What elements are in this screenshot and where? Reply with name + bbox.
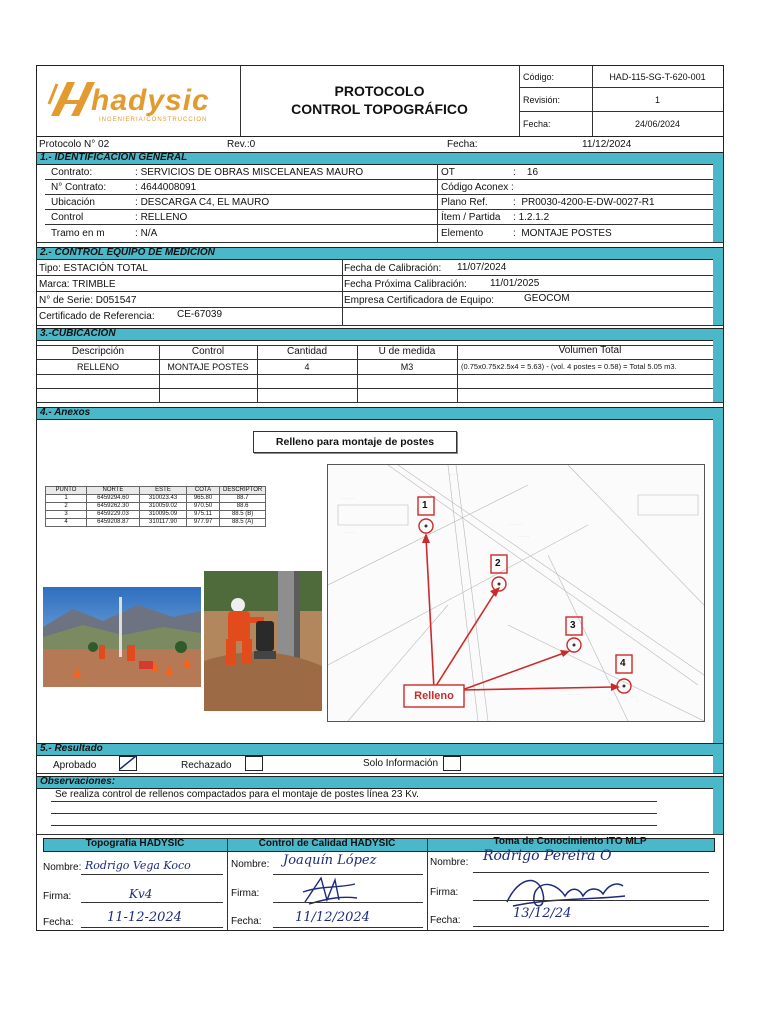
fprox-label: Fecha Próxima Calibración: [344,279,467,290]
sig2-date: 11/12/2024 [295,910,370,925]
contrato-label: Contrato: [51,167,93,178]
serie-equipo: N° de Serie: D051547 [39,295,137,306]
contrato-value: : SERVICIOS DE OBRAS MISCELANEAS MAURO [135,167,364,178]
section-3-header: 3.-CUBICACION [37,328,723,341]
svg-text:. . . . . . . .: . . . . . . . . [508,522,523,526]
section-5-header: 5.- Resultado [37,743,723,756]
solo-checkbox[interactable] [443,756,461,771]
item-label: Ítem / Partida [441,212,501,223]
fcal-label: Fecha de Calibración: [344,263,442,274]
worker-image [204,571,322,711]
coordinates-table [45,486,266,527]
ot-value: : 16 [513,167,539,178]
cub-header-volumen: Volumen Total [558,345,622,356]
revision-value: 1 [654,95,660,105]
section-1-header: 1.- IDENTIFICACION GENERAL [37,152,723,165]
svg-text:. . . . . . . .: . . . . . . . . [568,692,583,696]
sig1-firma-label: Firma: [43,891,72,902]
svg-text:. . . . . .: . . . . . . [344,530,355,534]
table-row: 1 6459294.60 310023.43 965.80 88.7 [46,495,266,503]
ubicacion-label: Ubicación [51,197,95,208]
plan-marker-2: 2 [495,558,501,569]
observations-text: Se realiza control de rellenos compactados para el montaje de postes línea 23 Kv. [55,789,419,800]
codigo-value: HAD-115-SG-T-620-001 [609,72,706,82]
cert-value: CE-67039 [177,309,223,320]
elemento-label: Elemento [441,228,484,239]
ubicacion-value: : DESCARGA C4, EL MAURO [135,197,270,208]
revision-label: Revisión: [523,95,561,105]
sig3-name: Rodrigo Pereira O [483,848,612,864]
ot-label: OT [441,167,455,178]
logo-text: hadysic [91,84,210,117]
tipo-equipo: Tipo: ESTACIÓN TOTAL [39,263,148,274]
cub-header-descripcion: Descripción [71,346,125,357]
aprobado-label: Aprobado [53,760,97,771]
ncontrato-label: N° Contrato: [51,182,107,193]
sig1-nombre-label: Nombre: [43,862,82,873]
sig2-fecha-label: Fecha: [231,916,262,927]
item-value: : 1.2.1.2 [513,212,550,223]
section-4-header: 4.- Anexos [37,407,723,420]
plan-marker-1: 1 [422,500,428,511]
relleno-callout: Relleno [414,690,454,702]
cub-cell-volumen: (0.75x0.75x2.5x4 = 5.63) - (vol. 4 postes = 0.58) = Total 5.05 m3. [461,362,677,371]
sig1-fecha-label: Fecha: [43,917,74,928]
aconex-label: Código Aconex : [441,182,514,193]
header [37,66,723,136]
control-value: : RELLENO [135,212,188,223]
company-logo [45,74,235,126]
annex-caption-box: Relleno para montaje de postes [253,431,457,453]
sig1-name: Rodrigo Vega Koco [85,859,191,872]
cub-cell-descripcion: RELLENO [76,362,120,372]
table-row: 4 6459208.87 310117.90 977.97 88.5 (A) [46,519,266,527]
sig3-fecha-label: Fecha: [430,915,461,926]
sig1-signature: Kv4 [129,887,153,901]
table-row: 3 6459229.03 310095.09 975.11 88.5 (B) [46,511,266,519]
protocol-fecha-label: Fecha: [447,139,478,150]
section-2-header: 2.- CONTROL EQUIPO DE MEDICION [37,247,723,260]
plan-marker-4: 4 [620,658,626,669]
solo-label: Solo Información [363,758,439,769]
sig2-nombre-label: Nombre: [231,859,270,870]
sig3-firma-label: Firma: [430,887,459,898]
site-photo-2 [204,571,322,711]
rechazado-checkbox[interactable] [245,756,263,771]
sig2-firma-label: Firma: [231,888,260,899]
plano-label: Plano Ref. [441,197,488,208]
plan-drawing [327,464,705,722]
protocol-form [36,65,724,931]
sig2-name: Joaquín López [283,853,377,868]
aprobado-checkbox[interactable] [119,756,137,771]
cert-label: Certificado de Referencia: [39,311,155,322]
observations-header: Observaciones: [37,776,723,789]
sig-col1-title: Topografía HADYSIC [85,838,185,849]
svg-text:. . . . . . . .: . . . . . . . . [340,496,355,500]
cub-header-cantidad: Cantidad [286,346,328,357]
fecha-value: 24/06/2024 [634,119,681,129]
svg-text:. . . . . .: . . . . . . [518,534,529,538]
protocol-fecha-value: 11/12/2024 [582,139,632,150]
sig3-date: 13/12/24 [513,906,572,921]
cub-cell-control: MONTAJE POSTES [167,362,249,372]
protocol-number: Protocolo N° 02 [39,139,110,150]
site-photo-1 [43,587,201,687]
plan-svg [328,465,704,721]
title-line-2: CONTROL TOPOGRÁFICO [291,101,468,117]
sig3-nombre-label: Nombre: [430,857,469,868]
protocol-rev: Rev.:0 [227,139,256,150]
marca-equipo: Marca: TRIMBLE [39,279,116,290]
sig-col3-title: Toma de Conocimiento ITO MLP [493,836,647,847]
cub-header-unidad: U de medida [378,346,436,357]
rechazado-label: Rechazado [181,760,232,771]
empresa-label: Empresa Certificadora de Equipo: [344,295,495,306]
sig-col2-title: Control de Calidad HADYSIC [258,838,396,849]
elemento-value: : MONTAJE POSTES [513,228,612,239]
plano-value: : PR0030-4200-E-DW-0027-R1 [513,197,655,208]
ncontrato-value: : 4644008091 [135,182,197,193]
cub-header-control: Control [191,346,225,357]
sig1-date: 11-12-2024 [107,910,182,925]
codigo-label: Código: [523,72,555,82]
title-line-1: PROTOCOLO [334,83,425,99]
control-label: Control [51,212,84,223]
cub-cell-unidad: M3 [400,362,414,372]
tramo-label: Tramo en m [51,228,105,239]
logo-subtitle: INGENIERIA/CONSTRUCCION [99,117,208,123]
coords-table: PUNTO NORTE ESTE COTA DESCRIPTOR 1 6459294.60 310023.43 965.80 88.7 2 6459262.30 310059.02 970.50 88.6 3 6459229.03 310095.09 975.11 88.5 (B) 4 6459208.87 310117.90 977.97 88.5 (A) [45,486,266,527]
empresa-value: GEOCOM [524,293,570,304]
plan-marker-3: 3 [570,620,576,631]
fprox-value: 11/01/2025 [490,278,540,289]
fecha-label: Fecha: [523,119,551,129]
table-row: 2 6459262.30 310059.02 970.50 88.6 [46,503,266,511]
check-mark-icon [118,755,138,771]
landscape-image [43,587,201,687]
cub-cell-cantidad: 4 [304,362,310,372]
svg-text:. . . . . .: . . . . . . [448,472,459,476]
tramo-value: : N/A [135,228,158,239]
fcal-value: 11/07/2024 [457,262,507,273]
